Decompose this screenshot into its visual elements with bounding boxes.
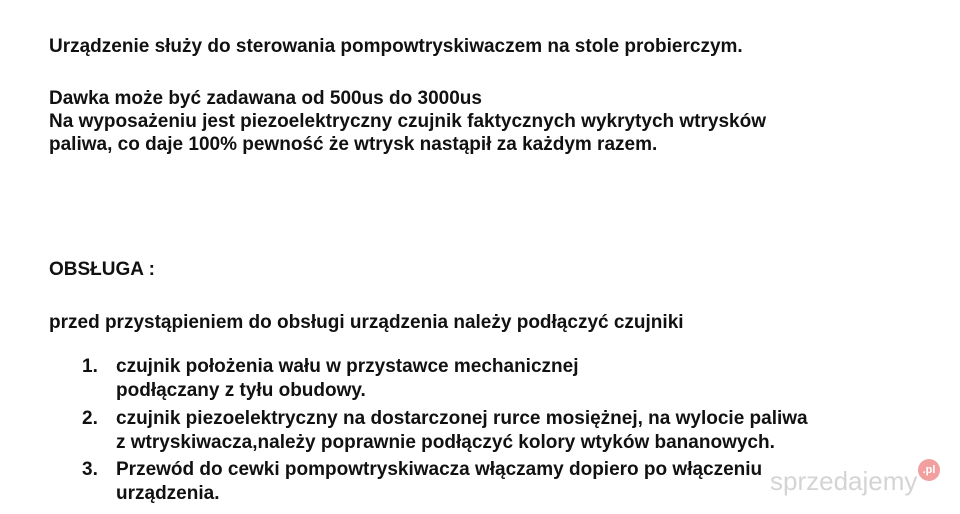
watermark-badge: .pl bbox=[918, 459, 940, 481]
section-lead: przed przystąpieniem do obsługi urządzenia należy podłączyć czujniki bbox=[49, 312, 684, 333]
intro-line-2: Dawka może być zadawana od 500us do 3000us bbox=[49, 88, 482, 109]
list-item-1-line-1: czujnik położenia wału w przystawce mechanicznej bbox=[116, 356, 579, 377]
list-item-3-number: 3. bbox=[82, 459, 98, 480]
list-item-3-line-1: Przewód do cewki pompowtryskiwacza włączamy dopiero po włączeniu bbox=[116, 459, 763, 480]
list-item-2-number: 2. bbox=[82, 408, 98, 429]
list-item-2-line-1: czujnik piezoelektryczny na dostarczonej rurce mosiężnej, na wylocie paliwa bbox=[116, 408, 808, 429]
list-item-1-line-2: podłączany z tyłu obudowy. bbox=[116, 380, 366, 401]
watermark-logo: sprzedajemy bbox=[770, 466, 918, 496]
list-item-1-number: 1. bbox=[82, 356, 98, 377]
intro-line-3: Na wyposażeniu jest piezoelektryczny czujnik faktycznych wykrytych wtrysków bbox=[49, 111, 766, 132]
intro-line-1: Urządzenie służy do sterowania pompowtryskiwaczem na stole probierczym. bbox=[49, 36, 743, 57]
list-item-3-line-2: urządzenia. bbox=[116, 483, 220, 504]
intro-line-4: paliwa, co daje 100% pewność że wtrysk nastąpił za każdym razem. bbox=[49, 134, 658, 155]
list-item-2-line-2: z wtryskiwacza,należy poprawnie podłączyć kolory wtyków bananowych. bbox=[116, 432, 775, 453]
section-heading: OBSŁUGA : bbox=[49, 259, 155, 280]
